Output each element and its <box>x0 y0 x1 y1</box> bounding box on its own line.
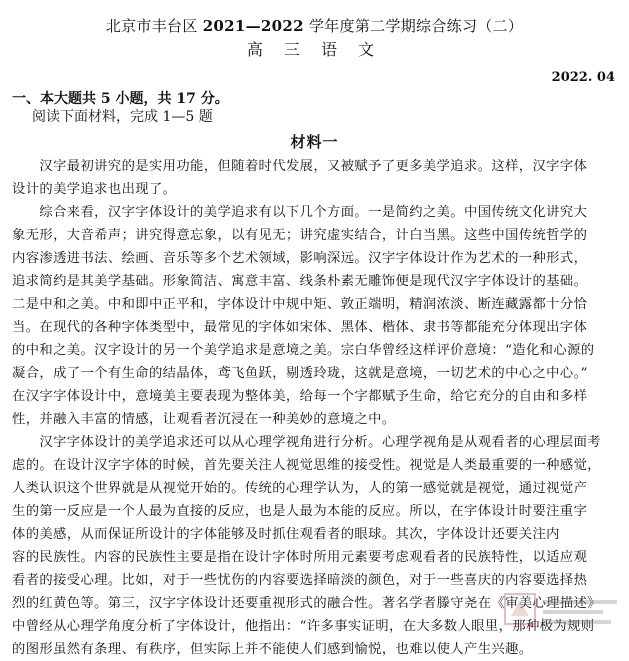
text-line: 性，并融入丰富的情感，让观看者沉浸在一种美妙的意境之中。 <box>12 412 396 427</box>
text-line: 内容渗透进书法、绘画、音乐等多个艺术领域，影响深远。汉字字体设计作为艺术的一种形式， <box>12 251 588 266</box>
exam-title <box>0 16 629 36</box>
text-line: 设计的美学追求也出现了。 <box>12 182 177 197</box>
text-line: 看者的接受心理。比如，对于一些忧伤的内容要选择暗淡的颜色，对于一些喜庆的内容要选择热 <box>12 573 588 588</box>
text-line: 汉字字体设计的美学追求还可以从心理学视角进行分析。心理学视角是从观看者的心理层面考 <box>12 435 601 450</box>
exam-date: 2022. 04 <box>551 70 615 85</box>
text-line: 综合来看，汉字字体设计的美学追求有以下几个方面。一是简约之美。中国传统文化讲究大 <box>12 205 588 220</box>
text-line: 容的民族性。内容的民族性主要是指在设计字体时所用元素要考虑观看者的民族特性，以适应观 <box>12 550 588 565</box>
text-line: 二是中和之美。中和即中正平和，字体设计中规中矩、敦正端明，精润浓淡、断连藏露都十分恰 <box>12 297 588 312</box>
text-line: 体的美感，从而保证所设计的字体能够及时抓住观看者的眼球。其次，字体设计还要关注内 <box>12 527 560 542</box>
text-line: 的图形虽然有条理、有秩序，但实际上并不能使人们感到愉悦，也难以使人产生兴趣。 <box>12 642 533 657</box>
text-line: 凝合，成了一个有生命的结晶体，鸢飞鱼跃，剔透玲珑，这就是意境，一切艺术的中心之中心。” <box>12 366 588 381</box>
material-title: 材料一 <box>290 133 339 151</box>
text-line: 人类认识这个世界就是从视觉开始的。传统的心理学认为，人的第一感觉就是视觉，通过视觉产 <box>12 481 588 496</box>
text-line: 象无形，大音希声；讲究得意忘象，以有见无；讲究虚实结合，计白当黑。这些中国传统哲学的 <box>12 228 588 243</box>
logo-watermark-icon <box>503 586 623 632</box>
section-heading: 一、本大题共 5 小题，共 17 分。 <box>12 91 229 107</box>
title-years: 2021—2022 <box>202 17 304 35</box>
text-line: 的中和之美。汉字设计的另一个美学追求是意境之美。宗白华曾经这样评价意境：“造化和心源的 <box>12 343 595 358</box>
text-line: 虑的。在设计汉字字体的时候，首先要关注人视觉思维的接受性。视觉是人类最重要的一种感觉， <box>12 458 601 473</box>
text-line: 中曾经从心理学角度分析了字体设计，他指出：“许多事实证明，在大多数人眼里，那种极为规则 <box>12 619 595 634</box>
section-instruction: 阅读下面材料，完成 1—5 题 <box>32 109 213 125</box>
text-line: 烈的红黄色等。第三，汉字字体设计还要重视形式的融合性。著名学者滕守尧在《审美心理描述》 <box>12 596 601 611</box>
title-prefix: 北京市丰台区 <box>105 17 203 35</box>
text-line: 汉字最初讲究的是实用功能，但随着时代发展，又被赋予了更多美学追求。这样，汉字字体 <box>12 159 588 174</box>
title-suffix: 学年度第二学期综合练习（二） <box>303 17 524 35</box>
text-line: 追求简约是其美学基础。形象简洁、寓意丰富、线条朴素无雕饰便是现代汉字字体设计的基础。 <box>12 274 588 289</box>
exam-subject: 高 三 语 文 <box>246 40 383 59</box>
text-line: 生的第一反应是一个人最为直接的反应，也是人最为本能的反应。所以，在字体设计时要注重字 <box>12 504 588 519</box>
text-line: 在汉字字体设计中，意境美主要表现为整体美，给每一个字都赋予生命，给它充分的自由和多样 <box>12 389 588 404</box>
text-line: 当。在现代的各种字体类型中，最常见的字体如宋体、黑体、楷体、隶书等都能充分体现出字体 <box>12 320 588 335</box>
